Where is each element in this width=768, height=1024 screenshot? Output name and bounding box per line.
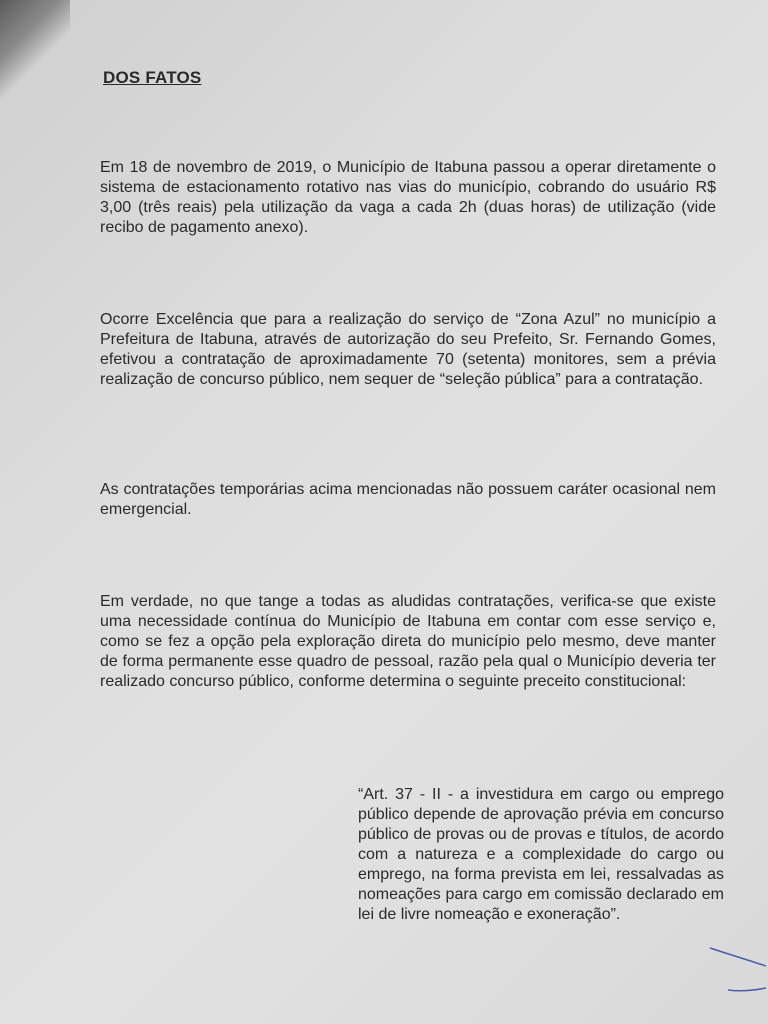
- paragraph-1: Em 18 de novembro de 2019, o Município de Itabuna passou a operar diretamente o sistema de estacionamento rotativo nas vias do município, cobrando do usuário R$ 3,00 (três reais) pela utilização da vaga a cada 2h (duas horas) de utilização (vide recibo de pagamento anexo).: [100, 159, 716, 236]
- paragraph-3: As contratações temporárias acima mencionadas não possuem caráter ocasional nem emergencial.: [100, 481, 716, 518]
- page-corner-shadow: [0, 0, 70, 100]
- paragraph-2: Ocorre Excelência que para a realização do serviço de “Zona Azul” no município a Prefeitura de Itabuna, através de autorização do seu Prefeito, Sr. Fernando Gomes, efetivou a contratação de aproximadamente 70 (setenta) monitores, sem a prévia realização de concurso público, nem sequer de “seleção pública” para a contratação.: [100, 311, 716, 388]
- pen-stroke-marks: [708, 940, 768, 1000]
- section-heading: DOS FATOS: [103, 68, 202, 87]
- constitutional-quote: “Art. 37 - II - a investidura em cargo ou emprego público depende de aprovação prévia em concurso público de provas ou de provas e títulos, de acordo com a natureza e a complexidade do cargo ou emprego, na forma prevista em lei, ressalvadas as nomeações para cargo em comissão declarado em lei de livre nomeação e exoneração”.: [358, 786, 724, 923]
- paragraph-4: Em verdade, no que tange a todas as aludidas contratações, verifica-se que existe uma necessidade contínua do Município de Itabuna em contar com esse serviço e, como se fez a opção pela exploração direta do município pelo mesmo, deve manter de forma permanente esse quadro de pessoal, razão pela qual o Município deveria ter realizado concurso público, conforme determina o seguinte preceito constitucional:: [100, 593, 716, 690]
